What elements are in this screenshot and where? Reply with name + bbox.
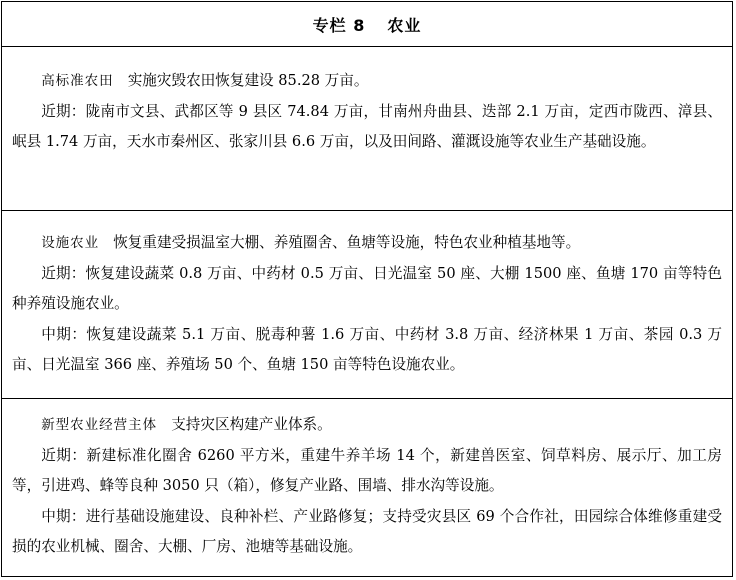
column-number: 专栏 8 [312, 15, 366, 35]
section-summary: 实施灾毁农田恢复建设 85.28 万亩。 [127, 72, 369, 89]
section-summary: 恢复重建受损温室大棚、养殖圈舍、鱼塘等设施，特色农业种植基地等。 [113, 234, 581, 251]
section-heading: 新型农业经营主体 [41, 417, 158, 433]
section-paragraph: 中期：恢复建设蔬菜 5.1 万亩、脱毒种薯 1.6 万亩、中药材 3.8 万亩、经济林果 1 万亩、茶园 0.3 万亩、日光温室 366 座、养殖场 50 个、鱼塘 150 亩等特色设施农业。 [12, 325, 722, 373]
section-lead-line [12, 410, 722, 441]
section-heading: 设施农业 [41, 235, 100, 251]
section-paragraph: 近期：陇南市文县、武都区等 9 县区 74.84 万亩，甘南州舟曲县、迭部 2.1 万亩，定西市陇西、漳县、岷县 1.74 万亩，天水市秦州区、张家川县 6.6 万亩，以及田间路、灌溉设施等农业生产基础设施。 [12, 102, 722, 150]
section-farmland [2, 47, 732, 211]
section-facility-agriculture [2, 211, 732, 399]
section-new-business-entities [2, 399, 732, 576]
column-header [2, 2, 732, 47]
section-summary: 支持灾区构建产业体系。 [171, 416, 332, 433]
section-lead-line [12, 228, 722, 259]
section-paragraph: 近期：新建标准化圈舍 6260 平方米，重建牛养羊场 14 个，新建兽医室、饲草料房、展示厅、加工房等，引进鸡、蜂等良种 3050 只（箱），修复产业路、围墙、排水沟等设施。 [12, 446, 722, 494]
column-title: 农业 [387, 15, 422, 35]
section-heading: 高标准农田 [41, 73, 114, 89]
section-paragraph: 近期：恢复建设蔬菜 0.8 万亩、中药材 0.5 万亩、日光温室 50 座、大棚 1500 座、鱼塘 170 亩等特色种养殖设施农业。 [12, 264, 722, 312]
column-box [1, 1, 733, 577]
section-paragraph: 中期：进行基础设施建设、良种补栏、产业路修复；支持受灾县区 69 个合作社，田园综合体维修重建受损的农业机械、圈舍、大棚、厂房、池塘等基础设施。 [12, 507, 722, 555]
section-lead-line [12, 66, 722, 97]
